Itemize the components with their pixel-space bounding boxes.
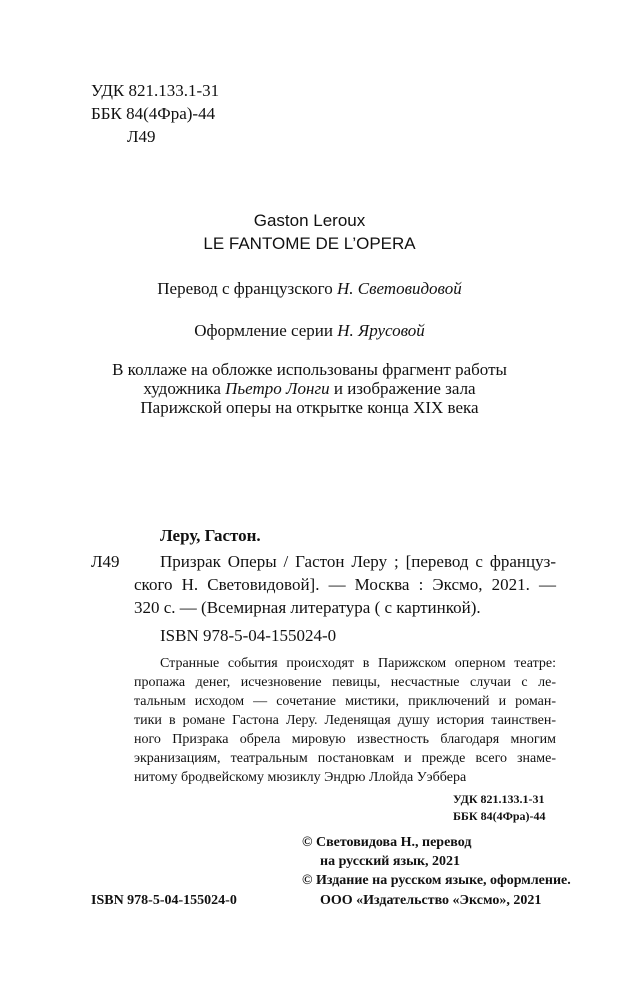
bbk-code: ББК 84(4Фра)-44 bbox=[91, 104, 216, 123]
bib-line-3: 320 с. — (Всемирная литература ( с картинкой). bbox=[134, 598, 481, 617]
artist-name: Пьетро Лонги bbox=[225, 379, 330, 398]
bib-line-2: ского Н. Световидовой]. — Москва : Эксмо, 2021. — bbox=[134, 575, 556, 594]
designer-name: Н. Ярусовой bbox=[337, 321, 425, 340]
author-mark: Л49 bbox=[127, 127, 156, 146]
translation-credit bbox=[0, 278, 619, 300]
copyright-isbn: ISBN 978-5-04-155024-0 bbox=[91, 893, 237, 908]
collage-line-1: В коллаже на обложке использованы фрагмент работы bbox=[112, 360, 507, 379]
collage-line-2-b: и изображение зала bbox=[329, 379, 476, 398]
bib-author-mark: Л49 bbox=[91, 552, 120, 571]
annotation-line-1: Странные события происходят в Парижском оперном театре: bbox=[160, 656, 556, 671]
bib-author-heading: Леру, Гастон. bbox=[160, 526, 261, 545]
collage-line-2-a: художника bbox=[143, 379, 226, 398]
copyright-line-4: ООО «Издательство «Эксмо», 2021 bbox=[320, 893, 542, 908]
annotation-bbk: ББК 84(4Фра)-44 bbox=[453, 809, 546, 823]
copyright-line-1: © Световидова Н., перевод bbox=[302, 835, 472, 850]
original-author: Gaston Leroux bbox=[253, 211, 366, 230]
annotation-line-2: пропажа денег, исчезновение певицы, несчастные случаи с ле- bbox=[134, 675, 556, 690]
annotation-line-5: ного Призрака обрела мировую известность благодаря многим bbox=[134, 732, 556, 747]
design-prefix: Оформление серии bbox=[194, 321, 338, 340]
bib-line-1: Призрак Оперы / Гастон Леру ; [перевод с француз- bbox=[160, 552, 556, 571]
collage-line-3: Парижской оперы на открытке конца XIX века bbox=[140, 398, 479, 417]
original-title: LE FANTOME DE L’OPERA bbox=[203, 234, 416, 253]
annotation-line-7: нитому бродвейскому мюзиклу Эндрю Ллойда Уэббера bbox=[134, 770, 467, 785]
annotation-line-3: тальным исходом — сочетание мистики, приключений и роман- bbox=[134, 694, 556, 709]
annotation-line-4: тики в романе Гастона Леру. Леденящая душу история таинствен- bbox=[134, 713, 556, 728]
annotation-line-6: экранизациям, театральным постановкам и прежде всего знаме- bbox=[134, 751, 556, 766]
copyright-line-3: © Издание на русском языке, оформление. bbox=[302, 873, 571, 888]
translator-name: Н. Световидовой bbox=[336, 279, 462, 298]
annotation-udk: УДК 821.133.1-31 bbox=[453, 792, 545, 806]
bib-isbn: ISBN 978-5-04-155024-0 bbox=[160, 626, 337, 645]
udk-code: УДК 821.133.1-31 bbox=[91, 81, 220, 100]
translation-prefix: Перевод с французского bbox=[157, 279, 337, 298]
design-credit bbox=[0, 320, 619, 342]
copyright-line-2: на русский язык, 2021 bbox=[320, 854, 461, 869]
